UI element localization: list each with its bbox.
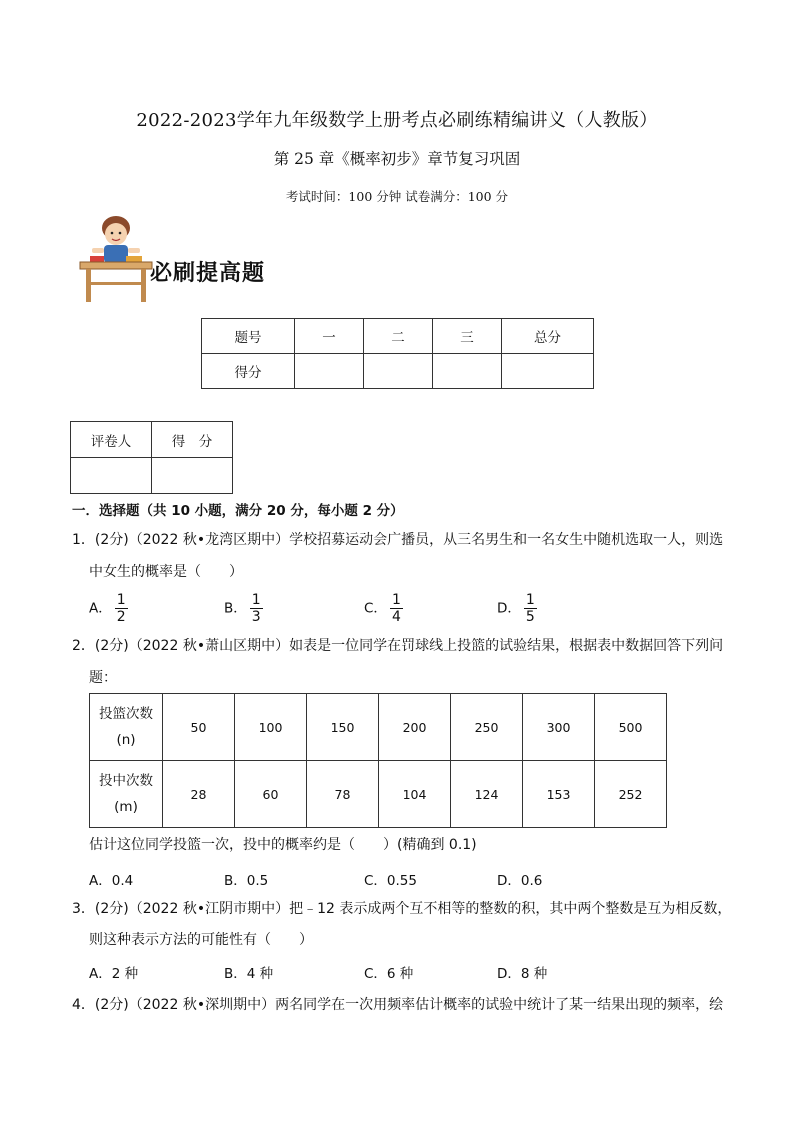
question-1-line-1: 1．(2分)（2022 秋•龙湾区期中）学校招募运动会广播员，从三名男生和一名女生中随机选取一人，则选 <box>72 532 724 548</box>
table-row <box>71 458 233 494</box>
basketball-data-table <box>89 693 667 828</box>
question-2-line-1: 2．(2分)（2022 秋•萧山区期中）如表是一位同学在罚球线上投篮的试验结果，根据表中数据回答下列问 <box>72 638 724 654</box>
table-cell <box>295 354 364 389</box>
table-cell: 题号 <box>202 319 295 354</box>
table-row <box>90 694 667 761</box>
table-cell: 一 <box>295 319 364 354</box>
row-header-label: 投篮次数 <box>99 706 153 722</box>
table-cell: 得分 <box>202 354 295 389</box>
option-label: D． <box>497 600 521 617</box>
table-cell: 252 <box>595 761 667 828</box>
option-d <box>497 592 537 625</box>
table-cell: 500 <box>595 694 667 761</box>
option-b: B．0.5 <box>224 873 269 889</box>
option-label: A． <box>89 600 112 617</box>
table-cell: 三 <box>433 319 502 354</box>
question-2-line-2: 题： <box>89 670 117 686</box>
numerator: 1 <box>391 592 401 608</box>
table-cell <box>433 354 502 389</box>
row-header-label: 投中次数 <box>99 773 153 789</box>
table-row <box>202 319 594 354</box>
table-cell: 124 <box>451 761 523 828</box>
numerator: 1 <box>525 592 535 608</box>
table-cell <box>364 354 433 389</box>
table-row <box>90 761 667 828</box>
numerator: 1 <box>251 592 261 608</box>
table-cell: 200 <box>379 694 451 761</box>
table-cell: 60 <box>235 761 307 828</box>
row-header <box>90 761 163 828</box>
question-3-line-1: 3．(2分)（2022 秋•江阴市期中）把﹣12 表示成两个互不相等的整数的积，其中两个整数是互为相反数， <box>72 901 732 917</box>
table-cell: 二 <box>364 319 433 354</box>
option-a: A．0.4 <box>89 873 134 889</box>
table-cell: 50 <box>163 694 235 761</box>
option-d: D．8 种 <box>497 966 548 982</box>
exam-info: 考试时间：100 分钟 试卷满分：100 分 <box>285 189 509 204</box>
question-3-line-2: 则这种表示方法的可能性有（ ） <box>89 932 313 948</box>
fraction <box>524 592 537 625</box>
score-table <box>201 318 594 389</box>
option-label: C． <box>364 600 387 617</box>
table-cell: 100 <box>235 694 307 761</box>
table-cell: 28 <box>163 761 235 828</box>
option-b: B．4 种 <box>224 966 274 982</box>
table-cell: 104 <box>379 761 451 828</box>
question-2-prompt: 估计这位同学投篮一次，投中的概率约是（ ）(精确到 0.1) <box>89 837 477 853</box>
fraction <box>390 592 403 625</box>
option-label: B． <box>224 600 247 617</box>
table-row <box>71 422 233 458</box>
denominator: 4 <box>391 609 401 625</box>
table-cell: 300 <box>523 694 595 761</box>
table-cell <box>152 458 233 494</box>
table-cell: 78 <box>307 761 379 828</box>
score-label: 得 分 <box>152 422 233 458</box>
row-header-variable: (m) <box>114 799 138 815</box>
question-4-line-1: 4．(2分)（2022 秋•深圳期中）两名同学在一次用频率估计概率的试验中统计了某一结果出现的频率，绘 <box>72 997 724 1013</box>
section-heading: 一．选择题（共 10 小题，满分 20 分，每小题 2 分） <box>72 503 404 519</box>
table-cell: 总分 <box>502 319 594 354</box>
option-a: A．2 种 <box>89 966 139 982</box>
document-title: 2022-2023学年九年级数学上册考点必刷练精编讲义（人教版） <box>136 110 658 131</box>
option-b <box>224 592 263 625</box>
table-cell <box>71 458 152 494</box>
reviewer-label: 评卷人 <box>71 422 152 458</box>
table-cell <box>502 354 594 389</box>
chapter-subtitle: 第 25 章《概率初步》章节复习巩固 <box>273 150 521 168</box>
option-c: C．0.55 <box>364 873 417 889</box>
grader-table <box>70 421 233 494</box>
row-header <box>90 694 163 761</box>
table-cell: 150 <box>307 694 379 761</box>
denominator: 5 <box>525 609 535 625</box>
denominator: 3 <box>251 609 261 625</box>
table-cell: 153 <box>523 761 595 828</box>
denominator: 2 <box>116 609 126 625</box>
table-cell: 250 <box>451 694 523 761</box>
fraction <box>115 592 128 625</box>
fraction <box>250 592 263 625</box>
option-d: D．0.6 <box>497 873 543 889</box>
row-header-variable: (n) <box>116 732 136 748</box>
table-row <box>202 354 594 389</box>
numerator: 1 <box>116 592 126 608</box>
option-a <box>89 592 128 625</box>
question-1-line-2: 中女生的概率是（ ） <box>89 564 243 580</box>
banner-title: 必刷提高题 <box>150 261 266 286</box>
student-at-desk-icon <box>76 212 156 304</box>
option-c <box>364 592 403 625</box>
option-c: C．6 种 <box>364 966 414 982</box>
